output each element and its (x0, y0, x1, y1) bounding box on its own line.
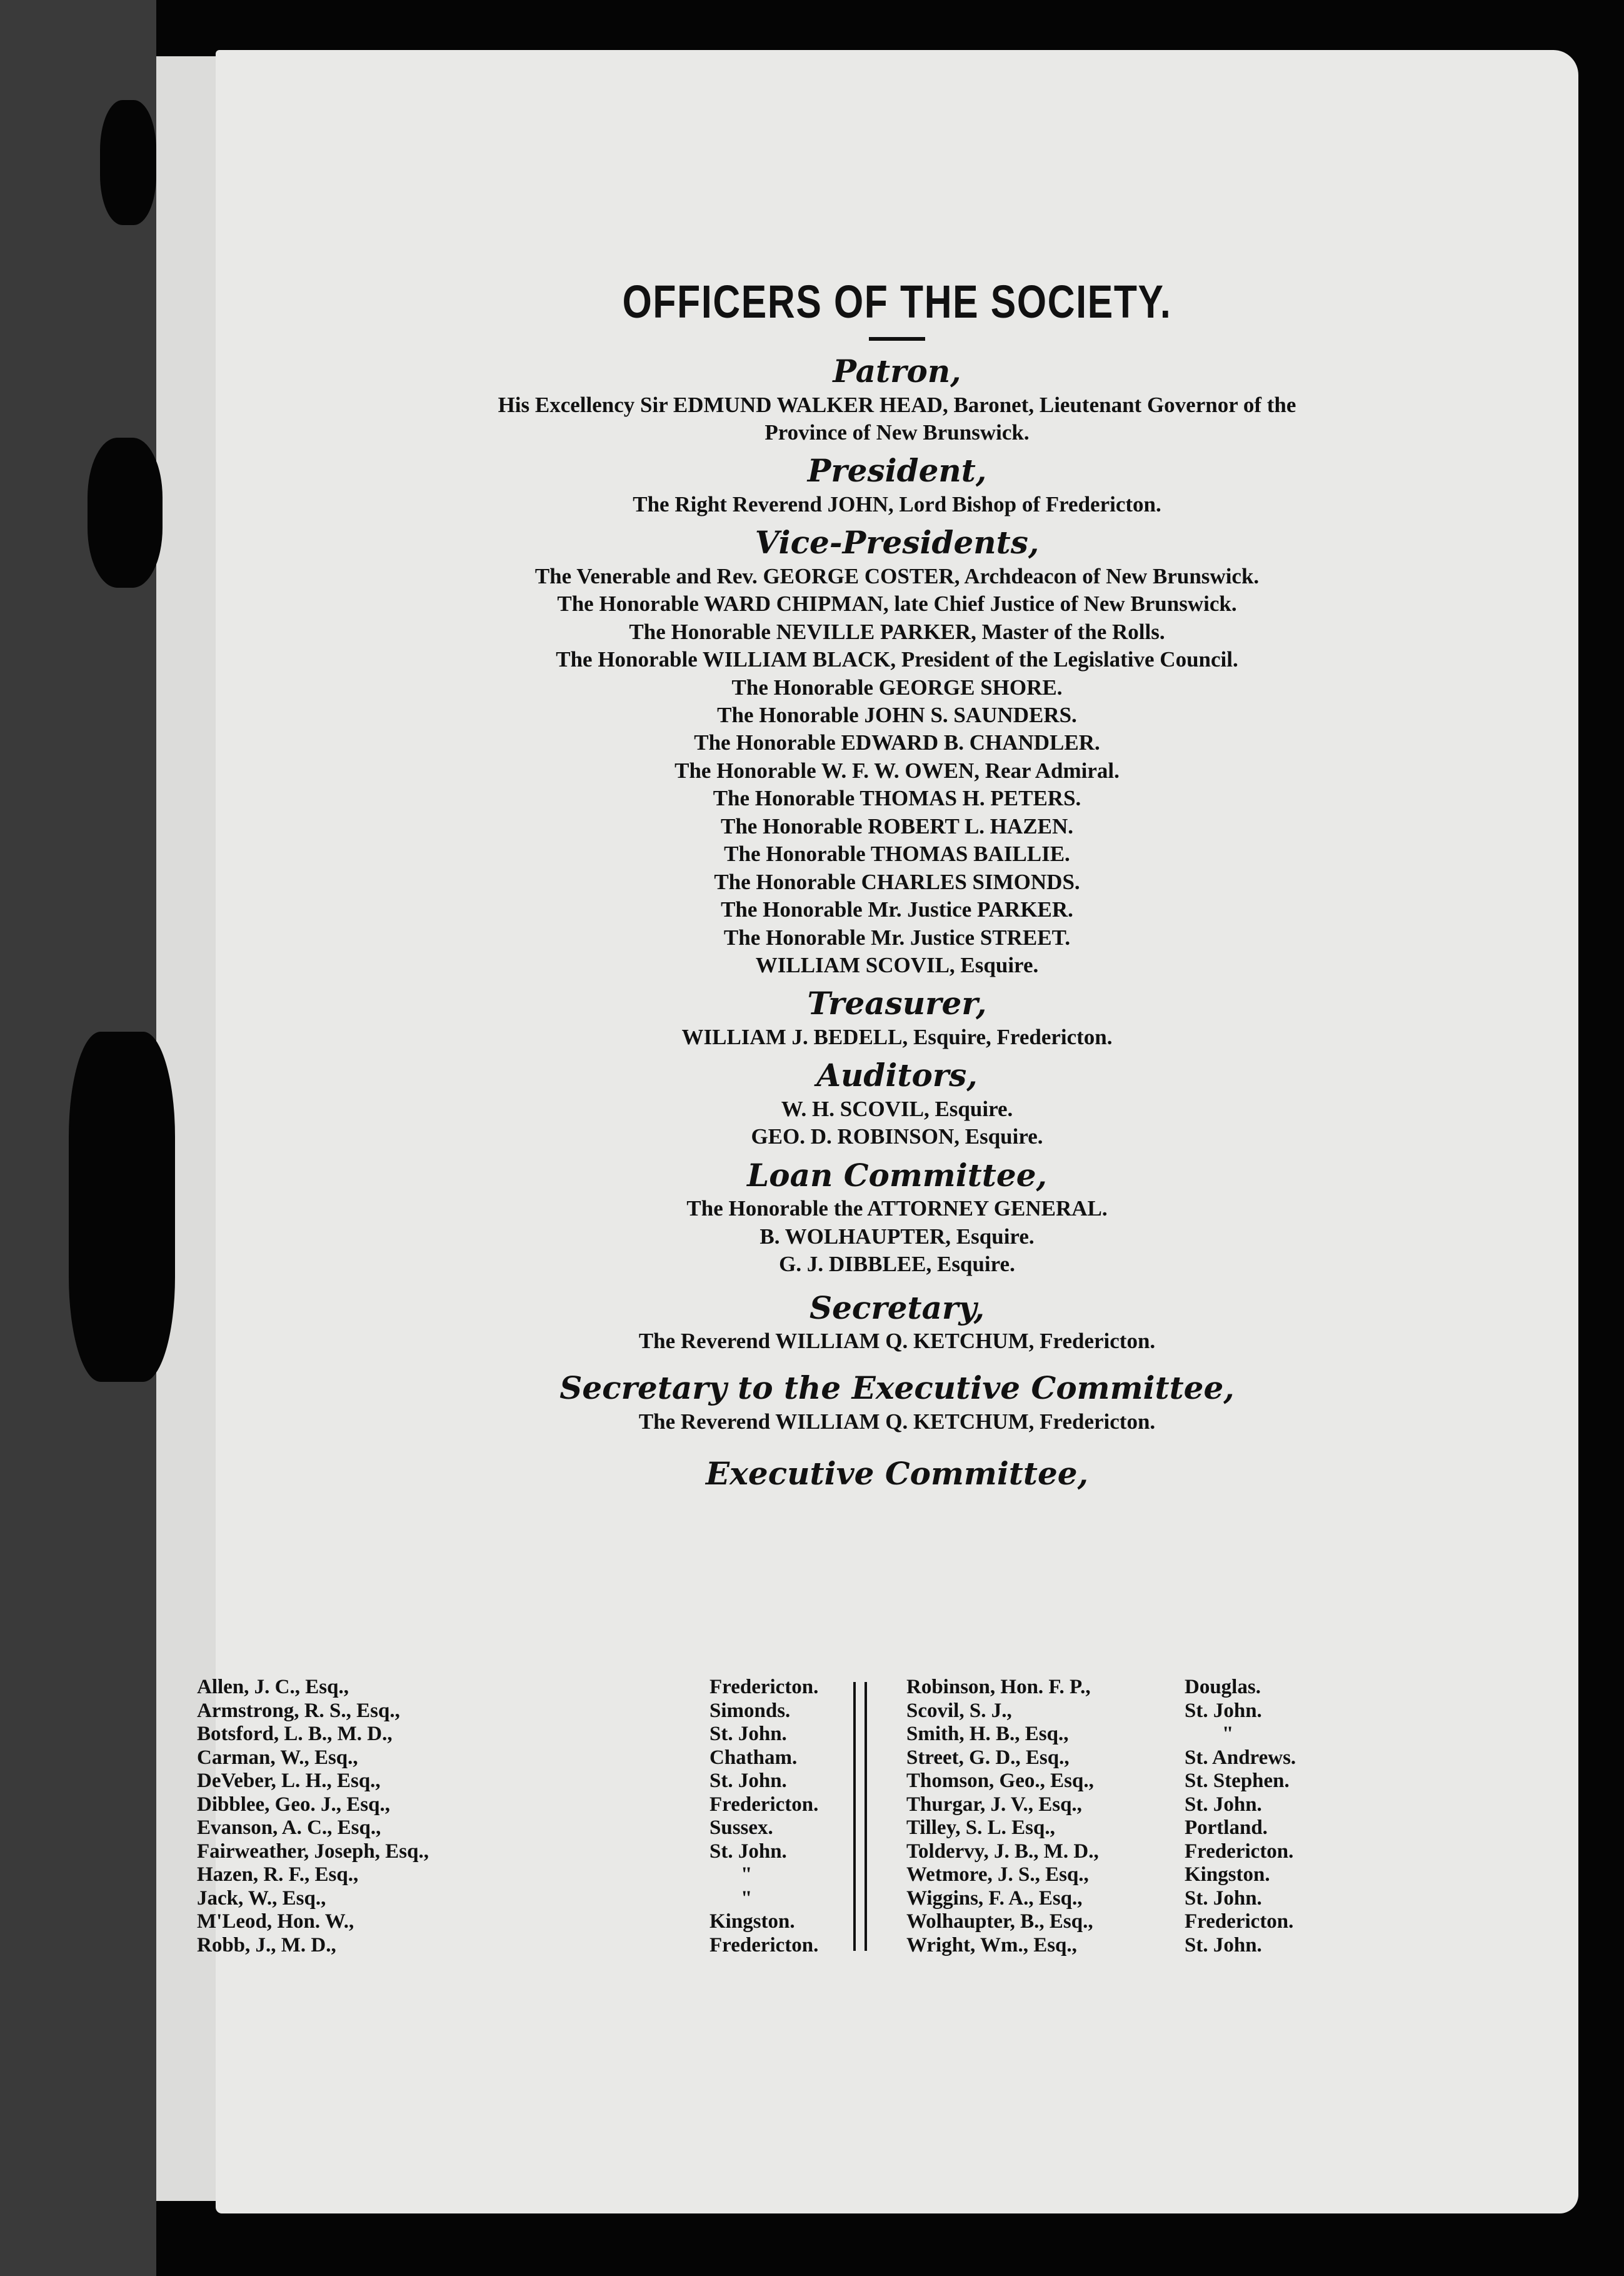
member-name: Wolhaupter, B., Esq., (906, 1910, 1093, 1933)
member-name: Wright, Wm., Esq., (906, 1933, 1077, 1956)
member-place: St. John. (1185, 1699, 1262, 1722)
member-name: DeVeber, L. H., Esq., (197, 1770, 381, 1792)
vice-president-line: The Honorable EDWARD B. CHANDLER. (694, 730, 1100, 755)
member-name: Smith, H. B., Esq., (906, 1723, 1069, 1745)
loan-committee-line: G. J. DIBBLEE, Esquire. (779, 1252, 1015, 1277)
member-place: Sussex. (709, 1816, 773, 1839)
member-place: Kingston. (709, 1910, 795, 1933)
member-place: Fredericton. (709, 1793, 819, 1816)
secretary-line: The Reverend WILLIAM Q. KETCHUM, Fredericton. (638, 1329, 1156, 1353)
member-name: Street, G. D., Esq., (906, 1746, 1070, 1769)
member-name: Wiggins, F. A., Esq., (906, 1886, 1083, 1910)
member-place: Portland. (1185, 1816, 1268, 1839)
member-place: Kingston. (1185, 1863, 1270, 1886)
member-name: Thomson, Geo., Esq., (906, 1770, 1094, 1792)
treasurer-line: WILLIAM J. BEDELL, Esquire, Fredericton. (681, 1024, 1113, 1049)
member-name: Botsford, L. B., M. D., (197, 1723, 393, 1745)
vice-president-line: The Honorable W. F. W. OWEN, Rear Admiral. (674, 758, 1120, 783)
member-place: St. John. (709, 1840, 787, 1863)
vice-president-line: The Honorable THOMAS BAILLIE. (724, 842, 1070, 867)
ink-blot (100, 100, 156, 225)
member-name: Jack, W., Esq., (197, 1886, 326, 1910)
patron-line: Province of New Brunswick. (764, 420, 1030, 445)
title-rule (869, 337, 925, 341)
left-places-column (709, 1676, 818, 1957)
secretary-heading: Secretary, (809, 1289, 985, 1326)
vice-president-line: The Honorable JOHN S. SAUNDERS. (717, 703, 1077, 727)
member-place: Douglas. (1185, 1676, 1261, 1698)
member-name: Toldervy, J. B., M. D., (906, 1840, 1099, 1863)
member-place: St. John. (1185, 1933, 1262, 1956)
member-place: St. John. (1185, 1886, 1262, 1910)
executive-committee-heading: Executive Committee, (705, 1455, 1089, 1493)
member-name: Hazen, R. F., Esq., (197, 1863, 359, 1886)
right-places-column (1185, 1676, 1296, 1957)
member-name: Tilley, S. L. Esq., (906, 1816, 1055, 1839)
loan-committee-line: The Honorable the ATTORNEY GENERAL. (686, 1196, 1108, 1221)
vice-president-line: The Honorable GEORGE SHORE. (731, 675, 1063, 700)
member-name: Wetmore, J. S., Esq., (906, 1863, 1089, 1886)
member-place: St. John. (1185, 1793, 1262, 1816)
member-place: Simonds. (709, 1699, 791, 1722)
president-line: The Right Reverend JOHN, Lord Bishop of Fredericton. (633, 491, 1161, 516)
member-place: Fredericton. (1185, 1840, 1294, 1863)
page-title: OFFICERS OF THE SOCIETY. (622, 276, 1172, 328)
member-name: Scovil, S. J., (906, 1699, 1012, 1722)
member-name: Dibblee, Geo. J., Esq., (197, 1793, 390, 1816)
vice-president-line: The Honorable Mr. Justice STREET. (723, 925, 1071, 950)
member-place: Chatham. (709, 1746, 798, 1769)
executive-committee-table (197, 1676, 1372, 1963)
vice-president-line: The Honorable CHARLES SIMONDS. (714, 869, 1080, 894)
vice-president-line: The Honorable Mr. Justice PARKER. (721, 897, 1073, 922)
member-place: St. Andrews. (1185, 1746, 1296, 1769)
member-place: Fredericton. (1185, 1910, 1294, 1933)
ink-blot (88, 438, 163, 588)
patron-heading: Patron, (833, 353, 961, 390)
vice-president-line: The Honorable THOMAS H. PETERS. (713, 786, 1081, 811)
president-heading: President, (807, 452, 987, 490)
exec-secretary-line: The Reverend WILLIAM Q. KETCHUM, Fredericton. (638, 1409, 1156, 1434)
left-names-column (197, 1676, 429, 1957)
member-place: " (741, 1863, 753, 1886)
column-divider (853, 1682, 867, 1951)
ink-blot (69, 1032, 175, 1382)
member-name: Evanson, A. C., Esq., (197, 1816, 381, 1839)
member-name: Robb, J., M. D., (197, 1933, 336, 1956)
vice-president-line: The Honorable ROBERT L. HAZEN. (720, 813, 1074, 838)
treasurer-heading: Treasurer, (807, 985, 987, 1022)
member-place: St. John. (709, 1770, 787, 1792)
vice-president-line: WILLIAM SCOVIL, Esquire. (755, 952, 1039, 977)
auditors-heading: Auditors, (816, 1057, 978, 1094)
member-place: St. John. (709, 1723, 787, 1745)
member-place: " (741, 1886, 753, 1910)
vice-presidents-heading: Vice-Presidents, (754, 524, 1040, 561)
member-name: Armstrong, R. S., Esq., (197, 1699, 400, 1722)
patron-line: His Excellency Sir EDMUND WALKER HEAD, Baronet, Lieutenant Governor of the (498, 392, 1296, 417)
member-place: " (1222, 1723, 1234, 1745)
member-name: Carman, W., Esq., (197, 1746, 358, 1769)
exec-secretary-heading: Secretary to the Executive Committee, (559, 1369, 1235, 1407)
loan-committee-line: B. WOLHAUPTER, Esquire. (759, 1224, 1035, 1249)
member-name: Thurgar, J. V., Esq., (906, 1793, 1082, 1816)
page-content (216, 50, 1578, 1494)
auditor-line: GEO. D. ROBINSON, Esquire. (751, 1124, 1043, 1149)
member-name: Fairweather, Joseph, Esq., (197, 1840, 429, 1863)
vice-president-line: The Honorable WARD CHIPMAN, late Chief Justice of New Brunswick. (557, 592, 1237, 617)
member-name: Robinson, Hon. F. P., (906, 1676, 1091, 1698)
auditor-line: W. H. SCOVIL, Esquire. (781, 1096, 1013, 1121)
vice-president-line: The Honorable WILLIAM BLACK, President of the Legislative Council. (556, 647, 1238, 672)
right-names-column (906, 1676, 1099, 1957)
vice-president-line: The Venerable and Rev. GEORGE COSTER, Archdeacon of New Brunswick. (534, 563, 1260, 588)
vice-president-line: The Honorable NEVILLE PARKER, Master of the Rolls. (629, 619, 1165, 644)
loan-committee-heading: Loan Committee, (747, 1156, 1047, 1194)
member-name: M'Leod, Hon. W., (197, 1910, 354, 1933)
member-name: Allen, J. C., Esq., (197, 1676, 349, 1698)
member-place: St. Stephen. (1185, 1770, 1290, 1792)
member-place: Fredericton. (709, 1933, 819, 1956)
member-place: Fredericton. (709, 1676, 819, 1698)
